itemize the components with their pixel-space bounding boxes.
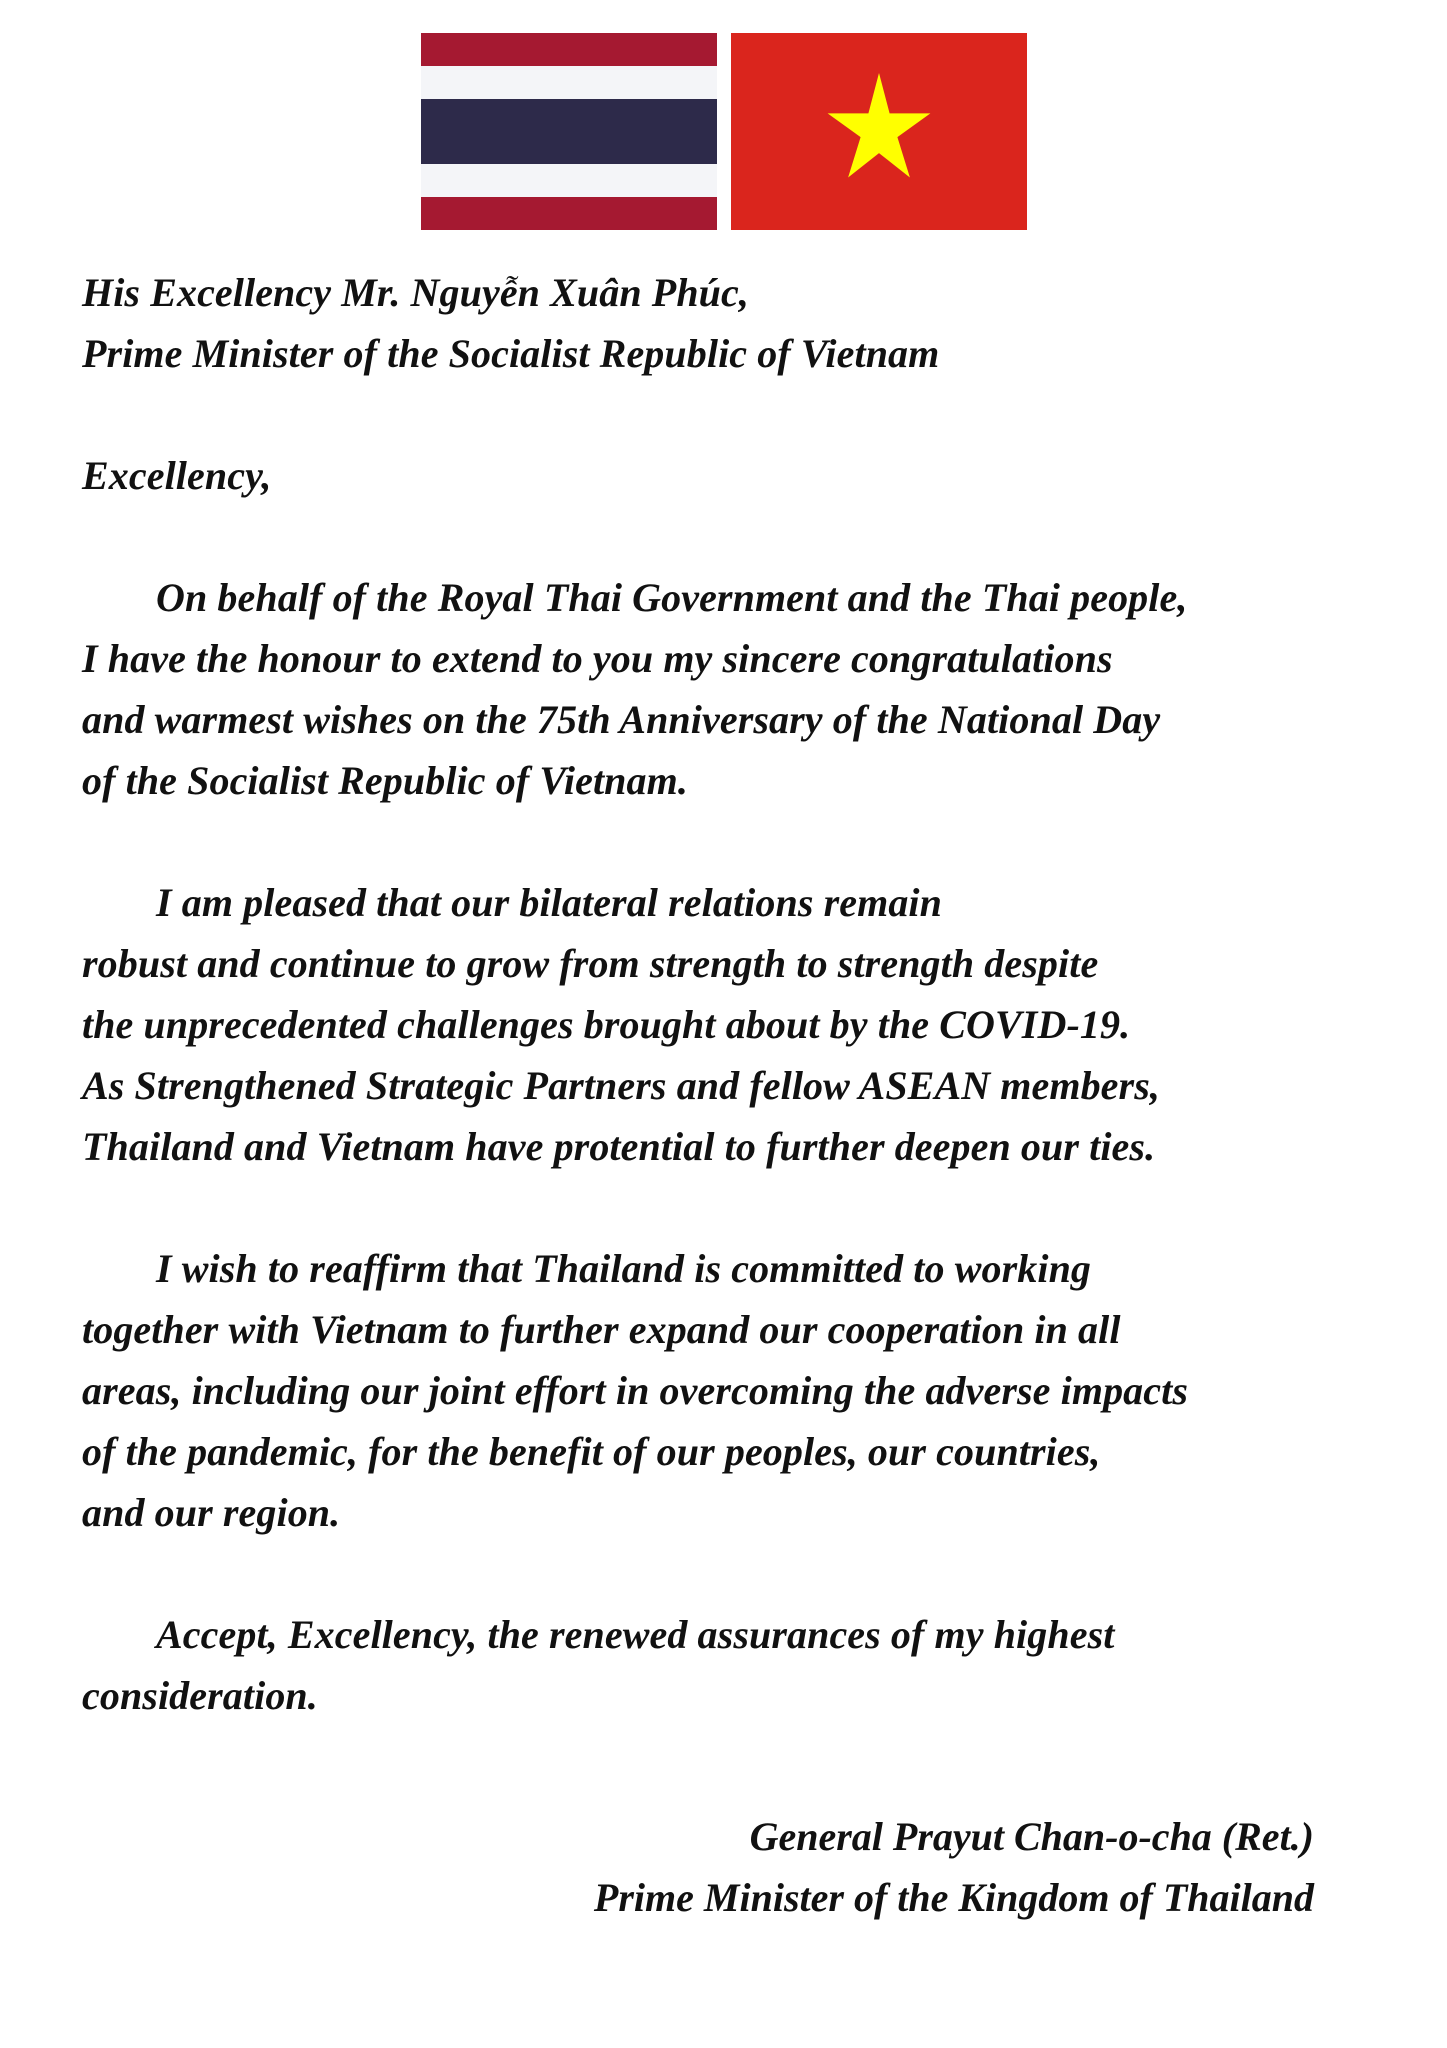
paragraph-line: and warmest wishes on the 75th Anniversary of the National Day [82, 697, 1161, 742]
paragraph-line: Accept, Excellency, the renewed assurances of my highest [156, 1612, 1115, 1657]
letter-body [82, 262, 1372, 1726]
paragraph-line: and our region. [82, 1490, 341, 1535]
paragraph-line: together with Vietnam to further expand our cooperation in all [82, 1307, 1121, 1352]
paragraph-line: On behalf of the Royal Thai Government and the Thai people, [156, 575, 1188, 620]
paragraph-line: Thailand and Vietnam have protential to further deepen our ties. [82, 1124, 1156, 1169]
paragraph-line: I wish to reaffirm that Thailand is committed to working [156, 1246, 1092, 1291]
paragraph-line: robust and continue to grow from strength to strength despite [82, 941, 1099, 986]
thailand-flag-icon [421, 33, 717, 230]
addressee-title: Prime Minister of the Socialist Republic of Vietnam [82, 331, 940, 376]
paragraph-line: of the pandemic, for the benefit of our peoples, our countries, [82, 1429, 1101, 1474]
paragraph-line: As Strengthened Strategic Partners and fellow ASEAN members, [82, 1063, 1160, 1108]
paragraph-relations [82, 872, 1372, 1177]
paragraph-line: the unprecedented challenges brought about by the COVID-19. [82, 1002, 1131, 1047]
vietnam-flag-icon [731, 33, 1027, 230]
paragraph-line: of the Socialist Republic of Vietnam. [82, 758, 688, 803]
signatory-name: General Prayut Chan-o-cha (Ret.) [749, 1814, 1314, 1859]
paragraph-line: consideration. [82, 1673, 318, 1718]
paragraph-cooperation [82, 1238, 1372, 1543]
paragraph-congratulations [82, 567, 1372, 811]
signature-block [594, 1806, 1314, 1928]
flags-header [0, 33, 1447, 230]
paragraph-line: areas, including our joint effort in overcoming the adverse impacts [82, 1368, 1188, 1413]
paragraph-line: I am pleased that our bilateral relations remain [156, 880, 942, 925]
addressee-name: His Excellency Mr. Nguyễn Xuân Phúc, [82, 270, 749, 315]
paragraph-line: I have the honour to extend to you my sincere congratulations [82, 636, 1113, 681]
salutation: Excellency, [82, 453, 272, 498]
paragraph-closing [82, 1604, 1372, 1726]
signatory-title: Prime Minister of the Kingdom of Thailand [593, 1875, 1314, 1920]
